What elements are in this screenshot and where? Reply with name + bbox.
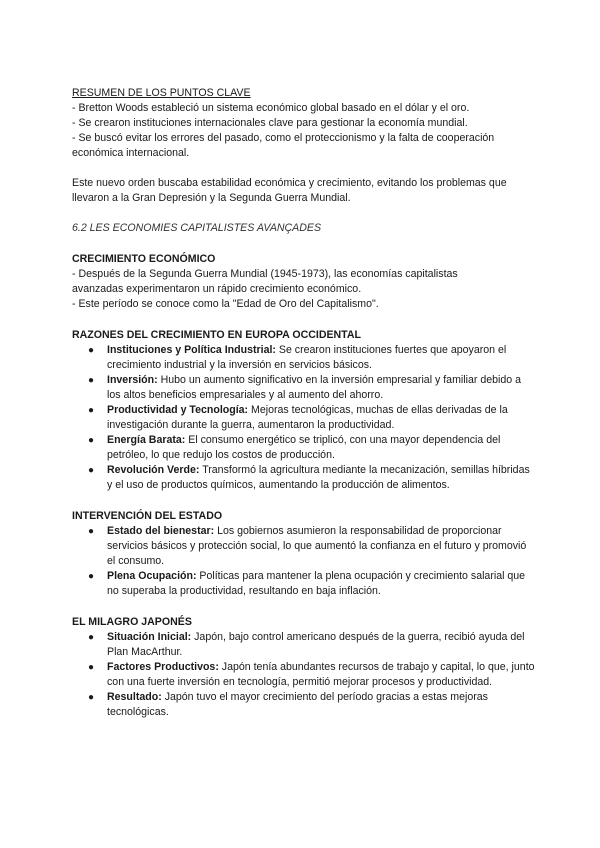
document-page	[72, 86, 535, 720]
item-text: Mejoras tecnológicas, muchas de ellas derivadas de la investigación durante la guerra, aumentaron la productividad.	[107, 404, 508, 431]
bullet-icon: ●	[88, 465, 95, 476]
item-label: Factores Productivos:	[107, 661, 219, 673]
bullet-icon: ●	[88, 375, 95, 386]
item-text: Japón tenía abundantes recursos de trabajo y capital, lo que, junto con una fuerte inversión en tecnología, permitió mejorar procesos y productividad.	[107, 661, 535, 688]
item-text: Se crearon instituciones fuertes que apoyaron el crecimiento industrial y la inversión en servicios básicos.	[107, 344, 507, 371]
item-label: Situación Inicial:	[107, 631, 192, 643]
list-item	[72, 660, 537, 690]
item-text: Los gobiernos asumieron la responsabilidad de proporcionar servicios básicos y protección social, lo que aumentó la confianza en el futuro y promovió el consumo.	[107, 525, 527, 567]
item-label: Productividad y Tecnología:	[107, 404, 249, 416]
razones-list	[72, 343, 532, 493]
list-item	[72, 343, 537, 373]
summary-line: - Se crearon instituciones internacionales clave para gestionar la economía mundial.	[72, 117, 468, 129]
item-label: Estado del bienestar:	[107, 525, 215, 537]
heading-intervencion: INTERVENCIÓN DEL ESTADO	[72, 510, 223, 522]
summary-line: - Se buscó evitar los errores del pasado, como el proteccionismo y la falta de cooperación económica internacional.	[72, 132, 495, 159]
bullet-icon: ●	[88, 405, 95, 416]
list-item	[72, 569, 537, 599]
item-label: Inversión:	[107, 374, 158, 386]
item-label: Revolución Verde:	[107, 464, 200, 476]
heading-crecimiento: CRECIMIENTO ECONÓMICO	[72, 253, 216, 265]
list-item	[72, 524, 537, 569]
heading-milagro: EL MILAGRO JAPONÉS	[72, 616, 192, 628]
item-text: Japón tuvo el mayor crecimiento del período gracias a estas mejoras tecnológicas.	[107, 691, 488, 718]
intro-paragraph: Este nuevo orden buscaba estabilidad económica y crecimiento, evitando los problemas que llevaron a la Gran Depresión y la Segunda Guerra Mundial.	[72, 177, 507, 204]
intervencion-list	[72, 524, 532, 599]
crecimiento-line: - Este período se conoce como la "Edad de Oro del Capitalismo".	[72, 298, 379, 310]
item-label: Instituciones y Política Industrial:	[107, 344, 276, 356]
summary-line: - Bretton Woods estableció un sistema económico global basado en el dólar y el oro.	[72, 102, 470, 114]
bullet-icon: ●	[88, 435, 95, 446]
list-item	[72, 403, 537, 433]
item-label: Energía Barata:	[107, 434, 186, 446]
heading-razones: RAZONES DEL CRECIMIENTO EN EUROPA OCCIDENTAL	[72, 329, 361, 341]
item-text: Políticas para mantener la plena ocupación y crecimiento salarial que no superaba la productividad, resultando en baja inflación.	[107, 570, 526, 597]
bullet-icon: ●	[88, 692, 95, 703]
item-text: Japón, bajo control americano después de la guerra, recibió ayuda del Plan MacArthur.	[107, 631, 525, 658]
list-item	[72, 690, 537, 720]
bullet-icon: ●	[88, 345, 95, 356]
item-text: Transformó la agricultura mediante la mecanización, semillas híbridas y el uso de productos químicos, aumentando la producción de alimentos.	[107, 464, 530, 491]
list-item	[72, 630, 537, 660]
bullet-icon: ●	[88, 526, 95, 537]
item-label: Resultado:	[107, 691, 162, 703]
list-item	[72, 463, 537, 493]
milagro-list	[72, 630, 535, 720]
section-title: 6.2 LES ECONOMIES CAPITALISTES AVANÇADES	[72, 222, 322, 234]
bullet-icon: ●	[88, 632, 95, 643]
list-item	[72, 433, 537, 463]
item-text: El consumo energético se triplicó, con una mayor dependencia del petróleo, lo que redujo los costos de producción.	[107, 434, 501, 461]
summary-title: RESUMEN DE LOS PUNTOS CLAVE	[72, 87, 251, 99]
bullet-icon: ●	[88, 662, 95, 673]
crecimiento-line: - Después de la Segunda Guerra Mundial (1945-1973), las economías capitalistas avanzadas experimentaron un rápido crecimiento económico.	[72, 268, 458, 295]
item-text: Hubo un aumento significativo en la inversión empresarial y familiar debido a los altos beneficios empresariales y al aumento del ahorro.	[107, 374, 521, 401]
item-label: Plena Ocupación:	[107, 570, 197, 582]
list-item	[72, 373, 537, 403]
bullet-icon: ●	[88, 571, 95, 582]
